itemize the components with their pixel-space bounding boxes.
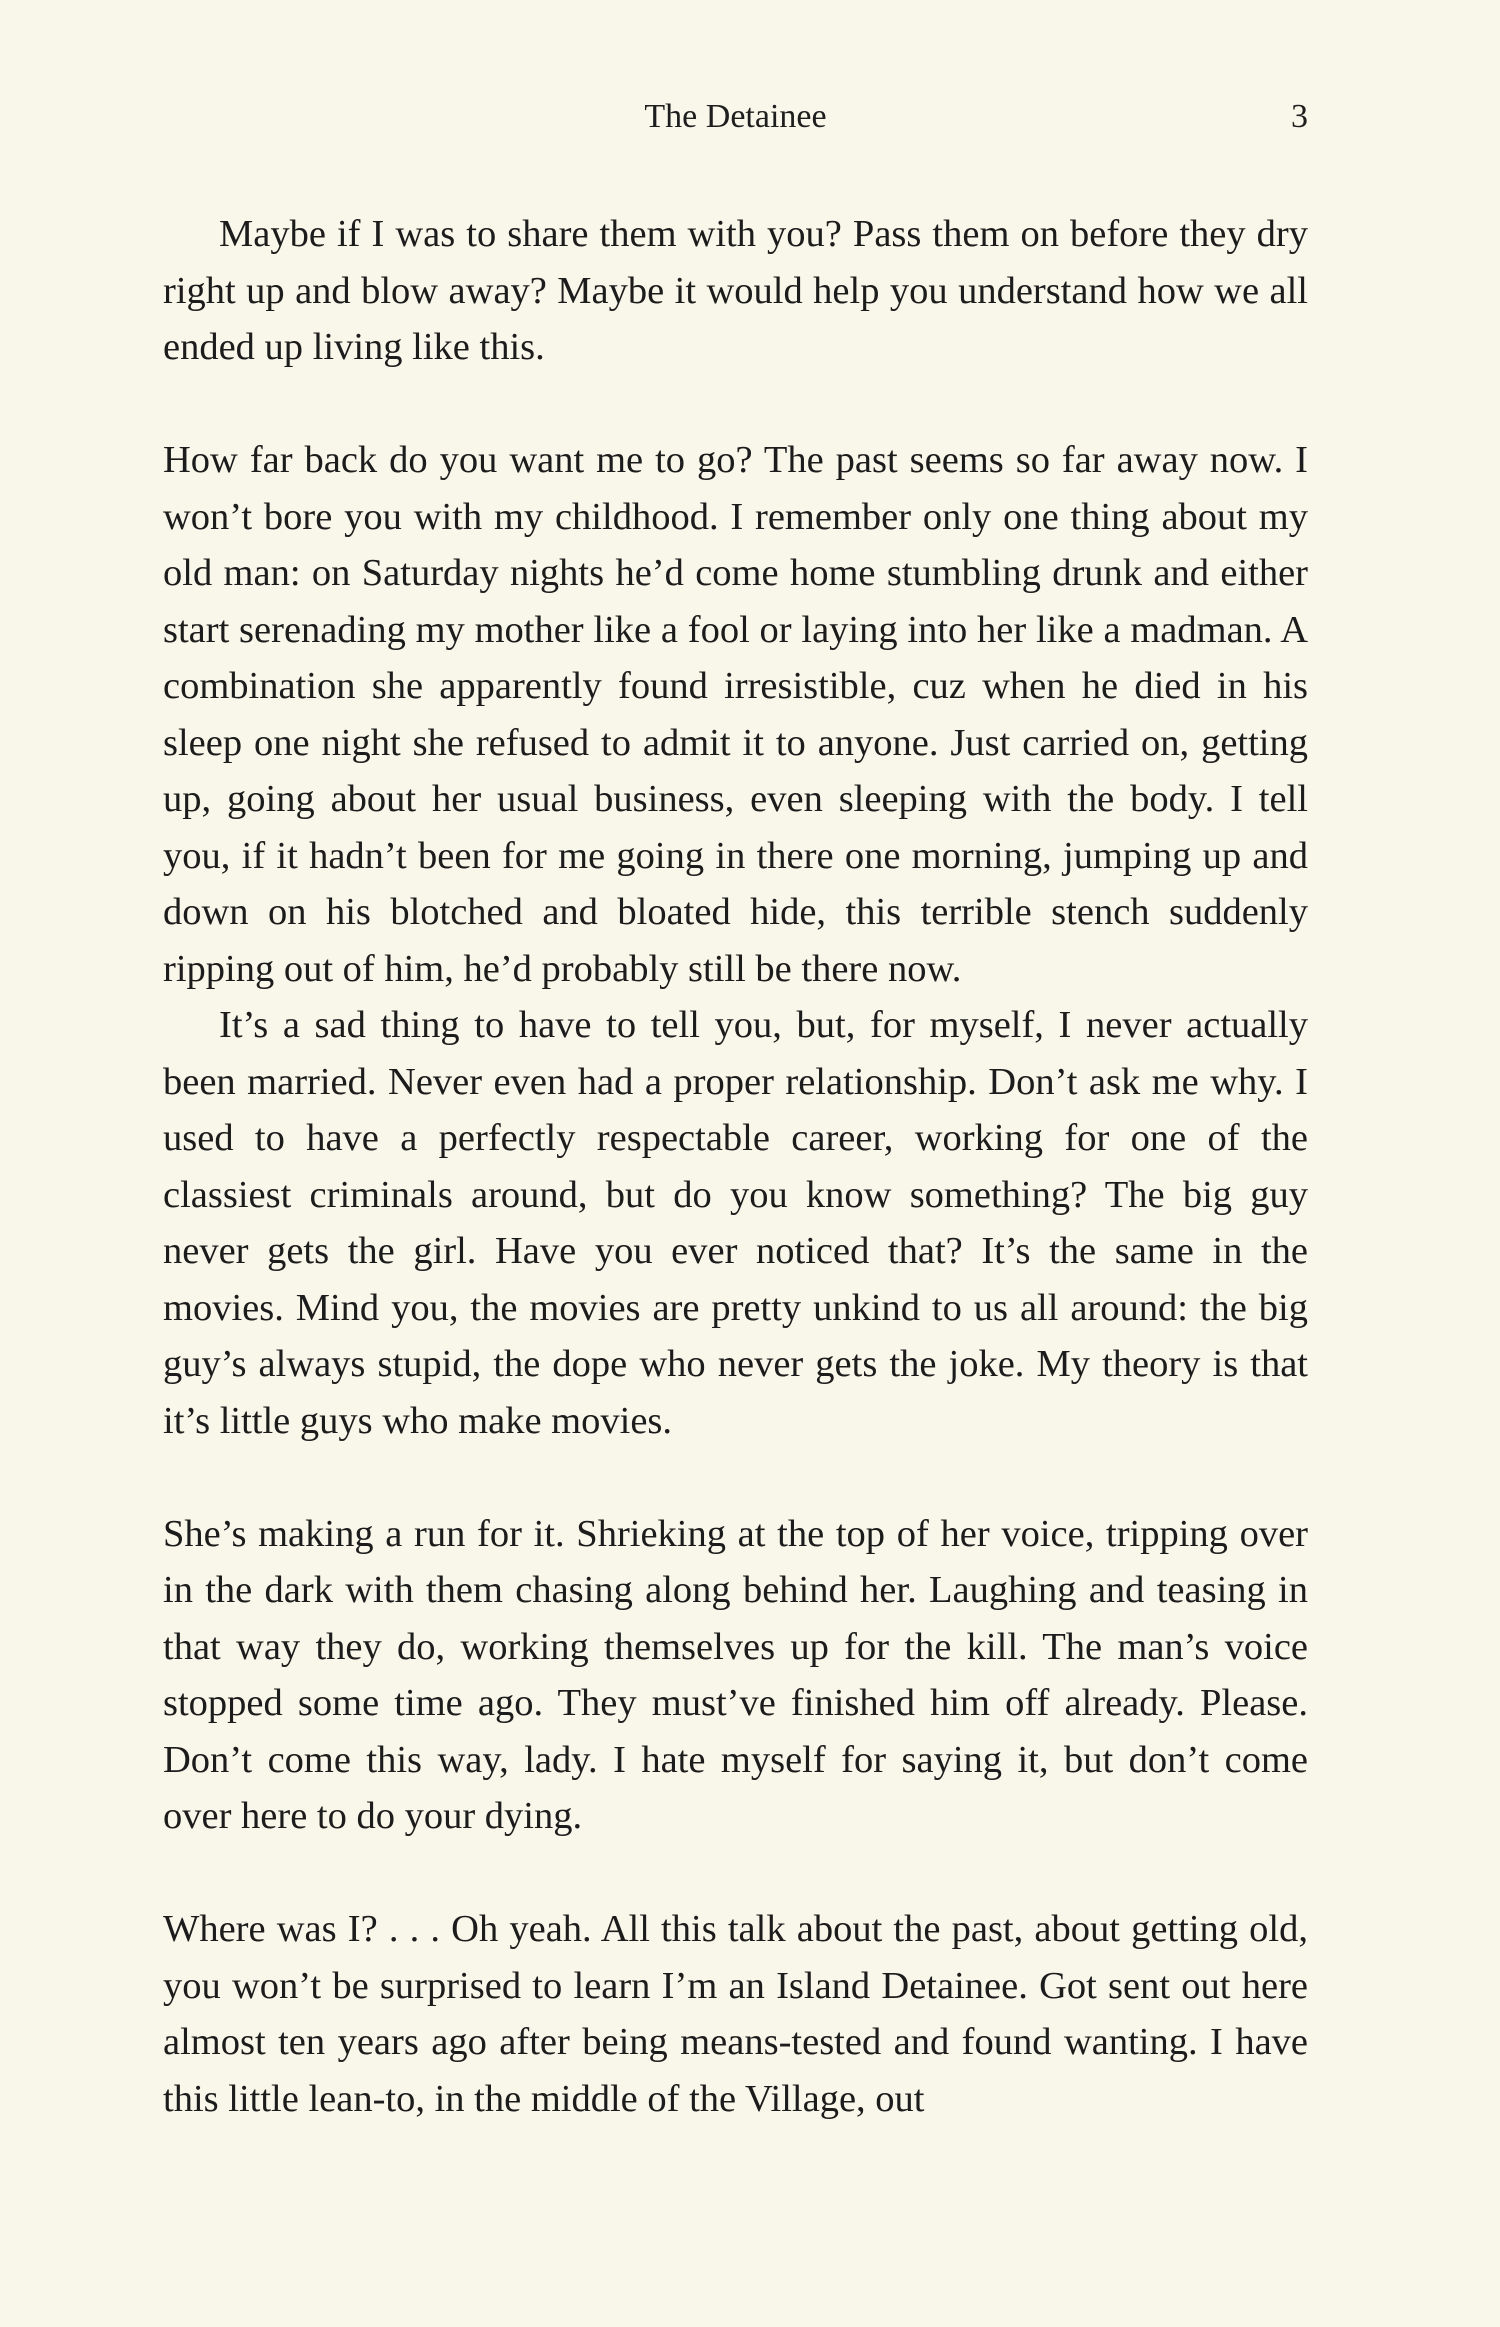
running-head: The Detainee (644, 98, 827, 135)
paragraph: Where was I? . . . Oh yeah. All this talk about the past, about getting old, you won’t be surprised to learn I’m an Island Detainee. Got sent out here almost ten years ago after being means-tested and found wanting. I have this little lean-to, in the middle of the Village, out (163, 1908, 1308, 2120)
paragraph: It’s a sad thing to have to tell you, but, for myself, I never actually been married. Never even had a proper relationship. Don’t ask me why. I used to have a perfectly respectable career, working for one of the classiest criminals around, but do you know something? The big guy never gets the girl. Have you ever noticed that? It’s the same in the movies. Mind you, the movies are pretty unkind to us all around: the big guy’s always stupid, the dope who never gets the joke. My theory is that it’s little guys who make movies. (163, 1004, 1308, 1442)
paragraph: She’s making a run for it. Shrieking at the top of her voice, tripping over in the dark with them chasing along behind her. Laughing and teasing in that way they do, working themselves up for the kill. The man’s voice stopped some time ago. They must’ve finished him off already. Please. Don’t come this way, lady. I hate myself for saying it, but don’t come over here to do your dying. (163, 1512, 1308, 1837)
page-number: 3 (1291, 98, 1308, 135)
paragraph: How far back do you want me to go? The past seems so far away now. I won’t bore you with my childhood. I remember only one thing about my old man: on Saturday nights he’d come home stumbling drunk and either start serenading my mother like a fool or laying into her like a madman. A combination she apparently found irresistible, cuz when he died in his sleep one night she refused to admit it to anyone. Just carried on, getting up, going about her usual business, even sleeping with the body. I tell you, if it hadn’t been for me going in there one morning, jumping up and down on his blotched and bloated hide, this terrible stench suddenly ripping out of him, he’d probably still be there now. (163, 439, 1308, 990)
section-break (163, 1449, 1308, 1506)
body-text (163, 206, 1308, 2127)
page-header (163, 88, 1308, 146)
paragraph: Maybe if I was to share them with you? Pass them on before they dry right up and blow away? Maybe it would help you understand how we all ended up living like this. (163, 213, 1308, 368)
section-break (163, 376, 1308, 433)
section-break (163, 1845, 1308, 1902)
